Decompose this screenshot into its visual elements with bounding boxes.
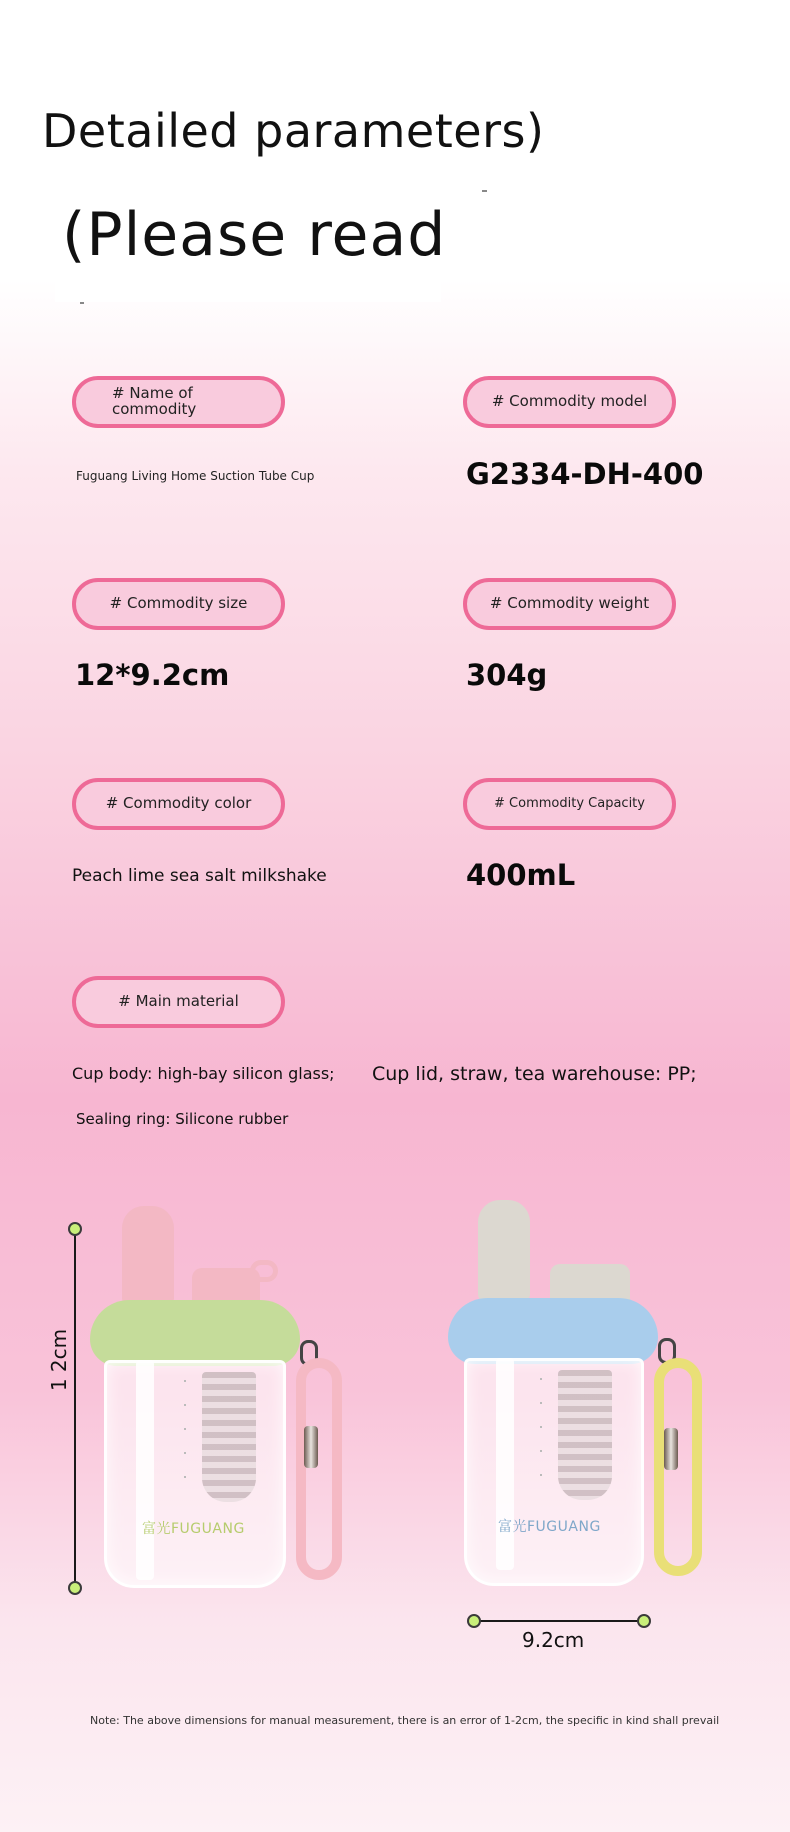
straw — [136, 1360, 154, 1580]
label-commodity-weight: # Commodity weight — [463, 578, 676, 630]
height-dimension-line — [74, 1230, 76, 1588]
measure-scale — [184, 1380, 186, 1500]
brand-en: FUGUANG — [171, 1521, 245, 1537]
brand-en: FUGUANG — [527, 1519, 601, 1535]
decorative-mark — [80, 302, 84, 304]
dimension-dot — [68, 1581, 82, 1595]
product-cup-blue — [448, 1198, 718, 1598]
straw-spout — [478, 1200, 530, 1302]
value-commodity-color: Peach lime sea salt milkshake — [72, 866, 327, 886]
value-name-of-commodity: Fuguang Living Home Suction Tube Cup — [76, 469, 315, 483]
cap-loop — [250, 1260, 278, 1282]
label-commodity-model: # Commodity model — [463, 376, 676, 428]
brand-cn: 富光 — [142, 1521, 171, 1537]
brand-logo — [142, 1518, 245, 1538]
tea-infuser — [202, 1372, 256, 1502]
value-material-lid: Cup lid, straw, tea warehouse: PP; — [372, 1063, 697, 1085]
width-dimension-line — [475, 1620, 645, 1622]
height-label: 1 2cm — [47, 1328, 72, 1392]
decorative-mark — [482, 190, 487, 192]
dimension-dot — [637, 1614, 651, 1628]
measurement-note: Note: The above dimensions for manual measurement, there is an error of 1-2cm, the specific in kind shall prevail — [90, 1714, 720, 1727]
cup-body-glass — [104, 1360, 286, 1588]
page-subtitle: (Please read — [62, 200, 447, 270]
tea-infuser — [558, 1370, 612, 1500]
cup-body-glass — [464, 1358, 644, 1586]
product-cup-green — [90, 1200, 350, 1600]
carry-strap — [296, 1358, 342, 1580]
page-title: Detailed parameters) — [42, 104, 545, 158]
brand-logo — [498, 1516, 601, 1536]
strap-clip — [304, 1426, 318, 1468]
straw-spout — [122, 1206, 174, 1306]
label-commodity-color: # Commodity color — [72, 778, 285, 830]
label-main-material: # Main material — [72, 976, 285, 1028]
value-commodity-weight: 304g — [466, 658, 548, 692]
label-name-of-commodity: # Name of commodity — [72, 376, 285, 428]
dimension-dot — [467, 1614, 481, 1628]
straw — [496, 1358, 514, 1570]
cup-lid-blue — [448, 1298, 658, 1364]
brand-cn: 富光 — [498, 1519, 527, 1535]
value-commodity-size: 12*9.2cm — [75, 658, 230, 692]
value-commodity-capacity: 400mL — [466, 858, 576, 892]
value-material-cup-body: Cup body: high-bay silicon glass; — [72, 1064, 335, 1083]
strap-clip — [664, 1428, 678, 1470]
value-commodity-model: G2334-DH-400 — [466, 457, 704, 491]
measure-scale — [540, 1378, 542, 1498]
width-label: 9.2cm — [522, 1628, 585, 1652]
label-commodity-size: # Commodity size — [72, 578, 285, 630]
label-commodity-capacity: # Commodity Capacity — [463, 778, 676, 830]
dimension-dot — [68, 1222, 82, 1236]
cup-lid-green — [90, 1300, 300, 1366]
value-material-sealing: Sealing ring: Silicone rubber — [76, 1110, 289, 1128]
carry-strap — [654, 1358, 702, 1576]
